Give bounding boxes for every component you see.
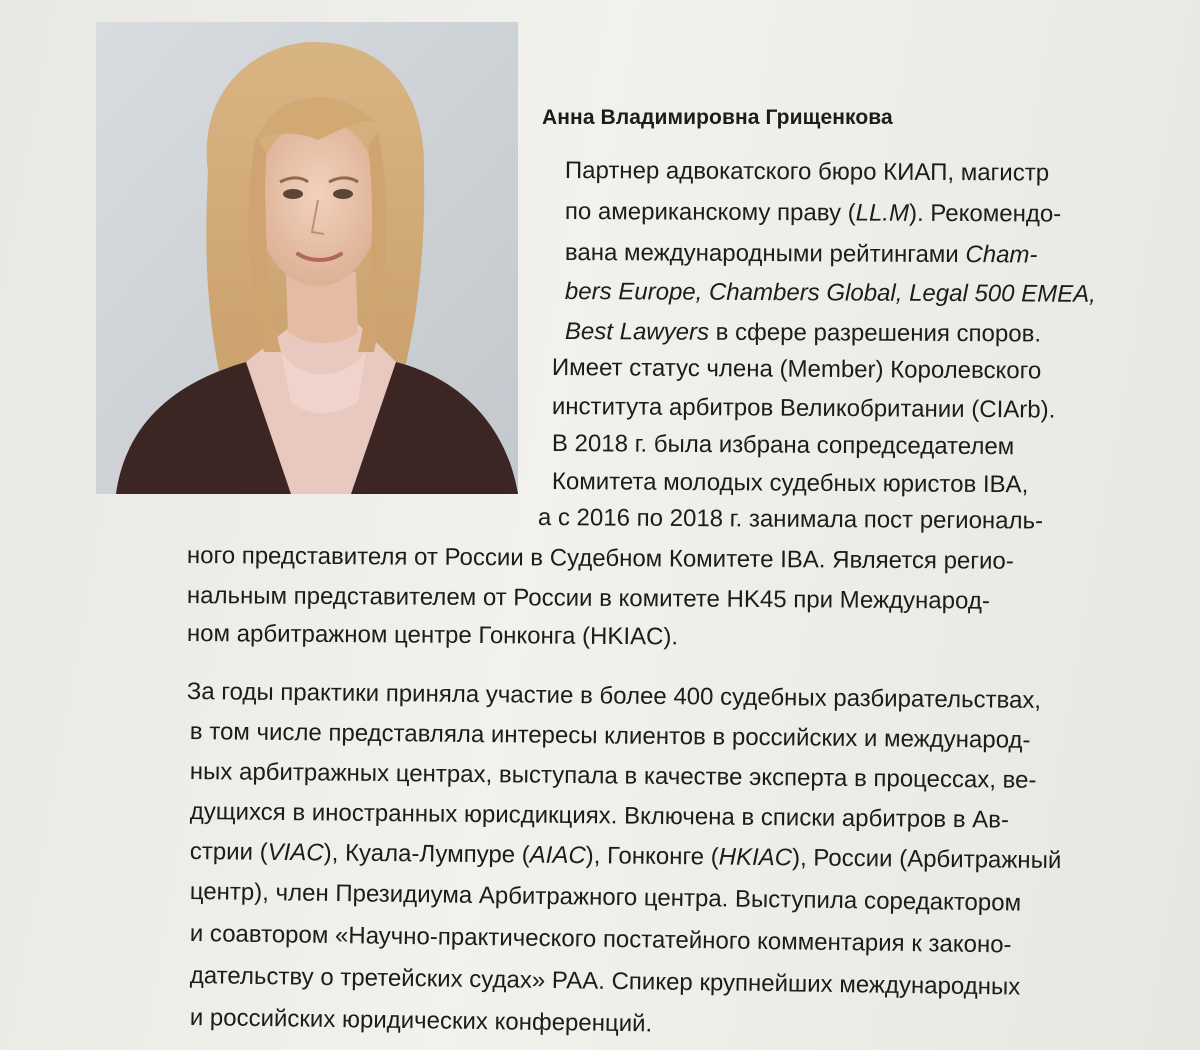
bio-line: и соавтором «Научно-практического постатейного комментария к законо- (189, 920, 1012, 959)
bio-line: а с 2016 по 2018 г. занимала пост региональ- (537, 504, 1044, 535)
bio-line: нальным представителем от России в комитете HK45 при Международ- (186, 582, 990, 615)
person-name: Анна Владимировна Грищенкова (542, 106, 893, 129)
bio-line: За годы практики приняла участие в более 400 судебных разбирательствах, (186, 678, 1042, 714)
bio-line: по американскому праву (LL.M). Рекомендо- (564, 198, 1062, 228)
bio-line: ных арбитражных центрах, выступала в качестве эксперта в процессах, ве- (189, 758, 1037, 794)
bio-line: Best Lawyers в сфере разрешения споров. (564, 318, 1042, 348)
bio-line: дательству о третейских судах» РАА. Спикер крупнейших международных (189, 962, 1021, 1001)
bio-line: института арбитров Великобритании (CIArb). (551, 393, 1056, 424)
bio-line: дущихся в иностранных юрисдикциях. Включена в списки арбитров в Ав- (189, 798, 1010, 834)
bio-line: Партнер адвокатского бюро КИАП, магистр (564, 157, 1050, 187)
bio-line: bers Europe, Chambers Global, Legal 500 EMEA, (564, 278, 1096, 308)
bio-line: Комитета молодых судебных юристов IBA, (551, 468, 1029, 499)
bio-line: В 2018 г. была избрана сопредседателем (551, 430, 1015, 461)
bio-line: стрии (VIAC), Куала-Лумпуре (AIAC), Гонконге (HKIAC), России (Арбитражный (189, 838, 1062, 875)
bio-line: и российских юридических конференций. (189, 1004, 653, 1038)
bio-line: центр), член Президиума Арбитражного центра. Выступила соредактором (189, 878, 1022, 917)
bio-line: Имеет статус члена (Member) Королевского (551, 354, 1042, 385)
portrait-photo (96, 22, 518, 494)
portrait-image (96, 22, 518, 494)
bio-line: вана международными рейтингами Cham- (564, 239, 1038, 269)
bio-line: ного представителя от России в Судебном Комитете IBA. Является регио- (186, 542, 1014, 575)
bio-line: ном арбитражном центре Гонконга (HKIAC). (186, 620, 679, 651)
bio-line: в том числе представляла интересы клиентов в российских и международ- (189, 718, 1031, 754)
